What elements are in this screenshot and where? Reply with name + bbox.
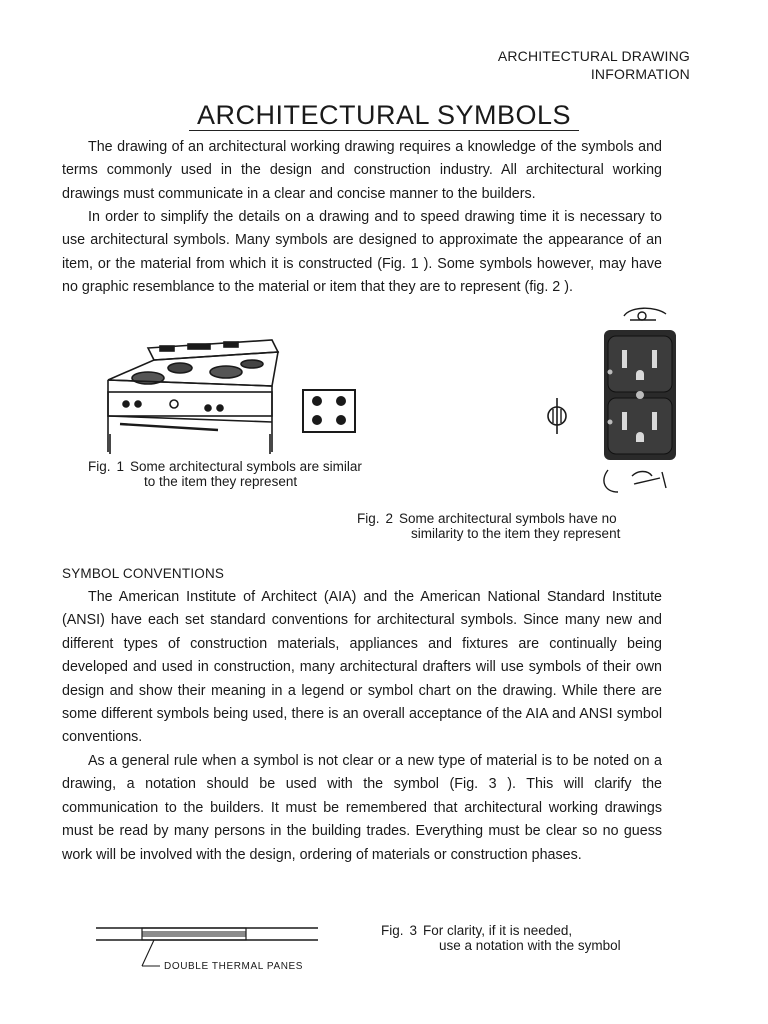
header-line-1: ARCHITECTURAL DRAWING (497, 48, 690, 64)
header-line-2: INFORMATION (590, 66, 690, 82)
paragraph-conventions: The American Institute of Architect (AIA) and the American National Standard Institute (ANSI) have each set standard conventions for architectural symbols. Since many new and different types of construction materials, appliances and fixtures are continually being developed and used in construction, many architectural drafters will use symbols of their own design and show their meaning in a legend or symbol chart on the drawing. While there are some different symbols being used, there is an overall acceptance of the AIA and ANSI symbol conventions. (62, 589, 662, 746)
figure-2-caption: Fig. 2 Some architectural symbols have no similarity to the item they represent (357, 511, 621, 541)
figure-1-caption: Fig. 1 Some architectural symbols are similar to the item they represent (88, 459, 362, 489)
range-symbol (301, 388, 357, 434)
page-title: ARCHITECTURAL SYMBOLS (0, 100, 768, 131)
figure-3-caption: Fig. 3 For clarity, if it is needed, use a notation with the symbol (381, 923, 621, 953)
notation-label: DOUBLE THERMAL PANES (164, 961, 304, 972)
paragraph-simplify: In order to simplify the details on a drawing and to speed drawing time it is necessary to use architectural symbols. Many symbols are designed to approximate the appearance of an item, or the material from which it is constructed (Fig. 1 ). Some symbols however, may have no graphic resemblance to the material or item that they are to represent (fig. 2 ). (62, 209, 662, 296)
paragraph-intro: The drawing of an architectural working drawing requires a knowledge of the symbols and terms commonly used in the design and construction industry. All architectural working drawings must communicate in a clear and concise manner to the builders. (62, 139, 662, 202)
duplex-outlet-illustration (596, 302, 686, 498)
outlet-symbol (540, 396, 574, 436)
section-heading: SYMBOL CONVENTIONS (62, 566, 225, 581)
paragraph-notation: As a general rule when a symbol is not clear or a new type of material is to be noted on a drawing, a notation should be used with the symbol (Fig. 3 ). This will clarify the communication to the builders. It must be remembered that architectural working drawings must be read by many persons in the building trades. Everything must be clear so no guess work will be involved with the design, ordering of materials or construction phases. (62, 753, 662, 863)
stove-illustration (96, 330, 286, 458)
